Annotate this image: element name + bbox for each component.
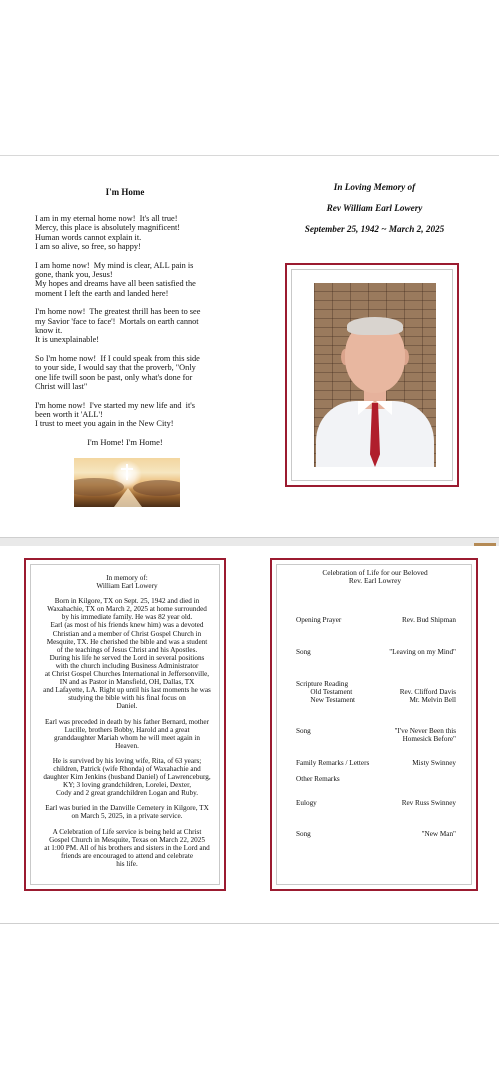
poem-line: I'm home now! I've started my new life and it's (35, 400, 196, 410)
poem-line: My hopes and dreams have all been satisfied the (35, 279, 196, 289)
poem-stanza (35, 307, 217, 345)
obituary-paragraph: He is survived by his loving wife, Rita, of 63 years; children, Patrick (wife Rhonda) of Waxahachie and daughter Kim Jenkins (husband Daniel) of Lawrenceburg, KY; 3 loving grandchildren, Lorelei, Dexter, Cody and 2 great grandchildren Logan and Ruby. (43, 756, 211, 798)
program-item-value: "I've Never Been this Homesick Before" (394, 727, 456, 744)
program-item-value: Rev. Bud Shipman (401, 616, 456, 624)
poem-stanza (35, 214, 217, 252)
obituary-heading: In memory of: William Earl Lowery (96, 574, 158, 591)
portrait-frame (285, 263, 459, 487)
obituary-paragraph: Born in Kilgore, TX on Sept. 25, 1942 and died in Waxahachie, TX on March 2, 2025 at home surrounded by his immediate family. He was 82 year old. Earl (as most of his friends knew him) was a devoted Christian and a member of Christ Gospel Church in Mesquite, TX. He cherished the bible and was a student of the teachings of Jesus Christ and his Apostles. During his life he served the Lord in several positions with the church including Business Administrator at Christ Gospel Churches International in Jeffersonville, IN and as Pastor in Mansfield, OH, Dallas, TX and Lafayette, LA. Right up until his last moments he was studying the bible with his final focus on Daniel. (43, 597, 211, 711)
poem-stanza (35, 354, 217, 392)
poem-line: been worth it 'ALL'! (35, 409, 103, 419)
heavenly-cross-image (74, 458, 180, 507)
poem-line: I trust to meet you again in the New City! (35, 419, 174, 429)
program-item-value: Rev. Clifford Davis Mr. Melvin Bell (399, 688, 456, 705)
program-item-value: "Leaving on my Mind" (389, 648, 456, 656)
poem-closing: I'm Home! I'm Home! (87, 437, 163, 447)
obituary-paragraph: A Celebration of Life service is being held at Christ Gospel Church in Mesquite, Texas on March 22, 2025 at 1:00 PM. All of his brothers and sisters in the Lord and friends are encouraged to attend and celebrate his life. (44, 827, 210, 868)
poem-stanza (35, 261, 217, 299)
obituary-paragraph: Earl was buried in the Danville Cemetery in Kilgore, TX on March 5, 2025, in a private service. (45, 804, 209, 821)
poem-line: to your side, I would say that the proverb, "Only (35, 363, 196, 373)
poem-line: moment I left the earth and landed here! (35, 288, 169, 298)
poem-stanza (35, 401, 217, 429)
program-item-label: Song (296, 727, 311, 735)
poem-line: my Savior 'face to face'! Mortals on earth cannot (35, 316, 199, 326)
obituary-paragraph: Earl was preceded in death by his father Bernard, mother Lucille, brothers Bobby, Harold and a great granddaughter Mariah whom he will meet again in Heaven. (44, 717, 210, 750)
poem-line: So I'm home now! If I could speak from this side (35, 353, 200, 363)
obituary-text (37, 574, 217, 875)
program-title: Celebration of Life for our Beloved Rev. Earl Lowrey (322, 568, 428, 586)
poem-line: one life twill soon be past, only what's done for (35, 372, 193, 382)
program-panel (270, 558, 478, 891)
poem-title: I'm Home (105, 187, 145, 197)
cover-name: Rev William Earl Lowery (326, 203, 423, 213)
program-item-label: Eulogy (296, 799, 317, 807)
memorial-inside-sheet (0, 546, 499, 924)
poem-line: I am in my eternal home now! It's all true! (35, 214, 178, 223)
memorial-front-sheet (0, 155, 499, 538)
poem-line: know it. (35, 326, 63, 336)
poem-line: Human words cannot explain it. (35, 232, 142, 242)
program-item-label: Song (296, 830, 311, 838)
cover-heading: In Loving Memory of (333, 182, 416, 192)
poem-line: Mercy, this place is absolutely magnificent! (35, 223, 181, 233)
program-item-value: "New Man" (421, 830, 456, 838)
program-item-label: Other Remarks (296, 775, 340, 783)
portrait-photo (314, 283, 436, 467)
poem-line: I am home now! My mind is clear, ALL pain is (35, 260, 194, 270)
program-item-value: Misty Swinney (412, 759, 456, 767)
program-item-label: Opening Prayer (296, 616, 342, 624)
cover-dates: September 25, 1942 ~ March 2, 2025 (304, 224, 445, 234)
poem-line: It is unexplainable! (35, 335, 100, 345)
page-gap (0, 538, 499, 546)
poem-line: I'm home now! The greatest thrill has been to see (35, 307, 201, 317)
poem-body (35, 214, 217, 438)
poem-line: I am so alive, so free, so happy! (35, 242, 141, 252)
program-item-label: Song (296, 648, 311, 656)
program-item-label: Scripture Reading Old Testament New Testament (296, 680, 356, 705)
program-item-label: Family Remarks / Letters (296, 759, 370, 767)
program-item-value: Rev Russ Swinney (401, 799, 456, 807)
poem-line: gone, thank you, Jesus! (35, 270, 113, 280)
poem-line: Christ will last" (35, 382, 88, 392)
